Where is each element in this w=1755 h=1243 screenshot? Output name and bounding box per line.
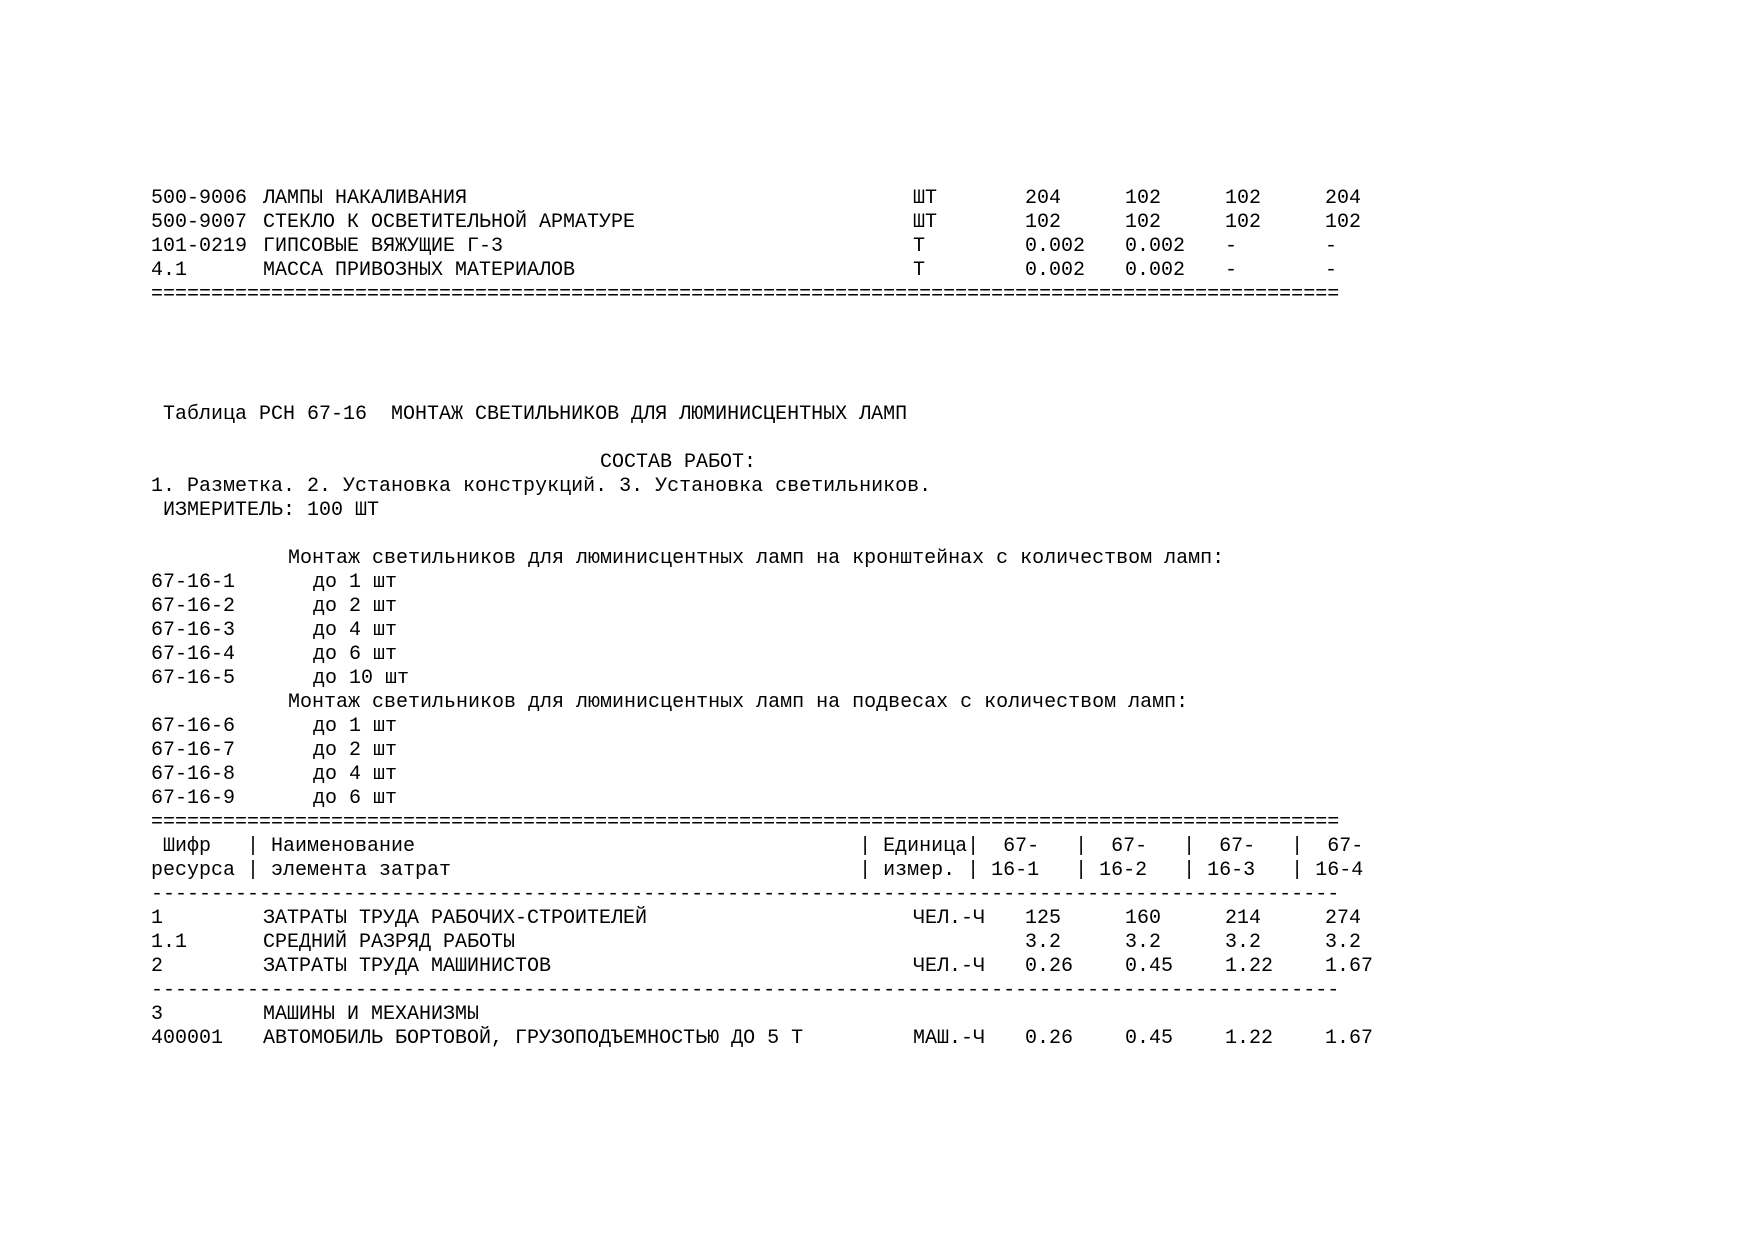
value-67-16-1: 0.26 (1025, 955, 1074, 978)
value-67-16-3: 102 (1225, 187, 1262, 210)
norm-label: до 4 шт (313, 619, 398, 642)
resource-code: 3 (151, 1003, 164, 1026)
table-row (151, 1027, 1374, 1051)
table-header-line-1: Шифр | Наименование | Единица| 67- | 67- | 67- | 67- (151, 835, 1364, 858)
table-row (151, 187, 1362, 211)
table-row (151, 211, 1362, 235)
value-67-16-1: 102 (1025, 211, 1062, 234)
value-67-16-2: 0.45 (1125, 1027, 1174, 1050)
table-row (151, 955, 1374, 979)
single-rule: --------------------------------------------------------------------------------------------------- (151, 883, 1340, 906)
resource-unit: ЧЕЛ.-Ч (913, 955, 986, 978)
table-row (151, 259, 1338, 283)
value-67-16-2: 160 (1125, 907, 1162, 930)
value-67-16-1: 204 (1025, 187, 1062, 210)
double-rule: =================================================================================================== (151, 811, 1340, 834)
list-item (151, 667, 410, 691)
list-item (151, 643, 398, 667)
value-67-16-2: 102 (1125, 211, 1162, 234)
resource-name: МАШИНЫ И МЕХАНИЗМЫ (263, 1003, 480, 1026)
norm-code: 67-16-9 (151, 787, 236, 810)
value-67-16-4: 3.2 (1325, 931, 1362, 954)
table-row (151, 1003, 480, 1027)
norm-label: до 2 шт (313, 739, 398, 762)
value-67-16-4: 1.67 (1325, 955, 1374, 978)
value-67-16-3: 102 (1225, 211, 1262, 234)
resource-name: АВТОМОБИЛЬ БОРТОВОЙ, ГРУЗОПОДЪЕМНОСТЬЮ ДО 5 Т (263, 1027, 804, 1050)
value-67-16-3: - (1225, 259, 1238, 282)
resource-code: 2 (151, 955, 164, 978)
resource-name: МАССА ПРИВОЗНЫХ МАТЕРИАЛОВ (263, 259, 576, 282)
value-67-16-3: 3.2 (1225, 931, 1262, 954)
norm-code: 67-16-3 (151, 619, 236, 642)
norm-code: 67-16-2 (151, 595, 236, 618)
group-heading-pendants: Монтаж светильников для люминисцентных ламп на подвесах с количеством ламп: (288, 691, 1189, 714)
value-67-16-1: 125 (1025, 907, 1062, 930)
norm-code: 67-16-7 (151, 739, 236, 762)
resource-name: ЗАТРАТЫ ТРУДА МАШИНИСТОВ (263, 955, 552, 978)
table-row (151, 931, 1362, 955)
work-composition-list: 1. Разметка. 2. Установка конструкций. 3. Установка светильников. (151, 475, 932, 498)
value-67-16-2: 0.45 (1125, 955, 1174, 978)
resource-name: СРЕДНИЙ РАЗРЯД РАБОТЫ (263, 931, 516, 954)
group-heading-brackets: Монтаж светильников для люминисцентных ламп на кронштейнах с количеством ламп: (288, 547, 1225, 570)
list-item (151, 715, 398, 739)
list-item (151, 571, 398, 595)
resource-name: СТЕКЛО К ОСВЕТИТЕЛЬНОЙ АРМАТУРЕ (263, 211, 636, 234)
value-67-16-2: 102 (1125, 187, 1162, 210)
resource-unit: Т (913, 259, 926, 282)
norm-label: до 6 шт (313, 643, 398, 666)
single-rule: --------------------------------------------------------------------------------------------------- (151, 979, 1340, 1002)
norm-label: до 6 шт (313, 787, 398, 810)
value-67-16-3: 1.22 (1225, 955, 1274, 978)
norm-label: до 1 шт (313, 715, 398, 738)
norm-code: 67-16-1 (151, 571, 236, 594)
resource-code: 1.1 (151, 931, 188, 954)
list-item (151, 619, 398, 643)
resource-name: ЗАТРАТЫ ТРУДА РАБОЧИХ-СТРОИТЕЛЕЙ (263, 907, 648, 930)
value-67-16-4: 204 (1325, 187, 1362, 210)
norm-label: до 2 шт (313, 595, 398, 618)
table-header-line-2: ресурса | элемента затрат | измер. | 16-1 | 16-2 | 16-3 | 16-4 (151, 859, 1364, 882)
resource-unit: МАШ.-Ч (913, 1027, 986, 1050)
value-67-16-1: 3.2 (1025, 931, 1062, 954)
value-67-16-4: 102 (1325, 211, 1362, 234)
resource-code: 1 (151, 907, 164, 930)
list-item (151, 595, 398, 619)
table-row (151, 907, 1362, 931)
list-item (151, 739, 398, 763)
resource-name: ЛАМПЫ НАКАЛИВАНИЯ (263, 187, 468, 210)
value-67-16-4: 1.67 (1325, 1027, 1374, 1050)
value-67-16-2: 3.2 (1125, 931, 1162, 954)
value-67-16-4: - (1325, 259, 1338, 282)
value-67-16-3: 1.22 (1225, 1027, 1274, 1050)
norm-code: 67-16-6 (151, 715, 236, 738)
resource-code: 101-0219 (151, 235, 248, 258)
resource-unit: Т (913, 235, 926, 258)
value-67-16-2: 0.002 (1125, 259, 1186, 282)
value-67-16-4: 274 (1325, 907, 1362, 930)
resource-code: 400001 (151, 1027, 224, 1050)
double-rule: =================================================================================================== (151, 283, 1340, 306)
value-67-16-1: 0.002 (1025, 235, 1086, 258)
resource-code: 500-9006 (151, 187, 248, 210)
table-title: Таблица РСН 67-16 МОНТАЖ СВЕТИЛЬНИКОВ ДЛЯ ЛЮМИНИСЦЕНТНЫХ ЛАМП (163, 403, 908, 426)
value-67-16-1: 0.002 (1025, 259, 1086, 282)
resource-unit: ШТ (913, 211, 938, 234)
resource-code: 4.1 (151, 259, 188, 282)
resource-unit: ШТ (913, 187, 938, 210)
meter-label: ИЗМЕРИТЕЛЬ: 100 ШТ (163, 499, 380, 522)
norm-code: 67-16-5 (151, 667, 236, 690)
table-row (151, 235, 1338, 259)
resource-code: 500-9007 (151, 211, 248, 234)
value-67-16-3: - (1225, 235, 1238, 258)
norm-label: до 10 шт (313, 667, 410, 690)
value-67-16-1: 0.26 (1025, 1027, 1074, 1050)
norm-label: до 4 шт (313, 763, 398, 786)
list-item (151, 787, 398, 811)
value-67-16-4: - (1325, 235, 1338, 258)
value-67-16-2: 0.002 (1125, 235, 1186, 258)
list-item (151, 763, 398, 787)
resource-name: ГИПСОВЫЕ ВЯЖУЩИЕ Г-3 (263, 235, 504, 258)
norm-label: до 1 шт (313, 571, 398, 594)
resource-unit: ЧЕЛ.-Ч (913, 907, 986, 930)
work-composition-heading: СОСТАВ РАБОТ: (600, 451, 757, 474)
norm-code: 67-16-8 (151, 763, 236, 786)
value-67-16-3: 214 (1225, 907, 1262, 930)
norm-code: 67-16-4 (151, 643, 236, 666)
